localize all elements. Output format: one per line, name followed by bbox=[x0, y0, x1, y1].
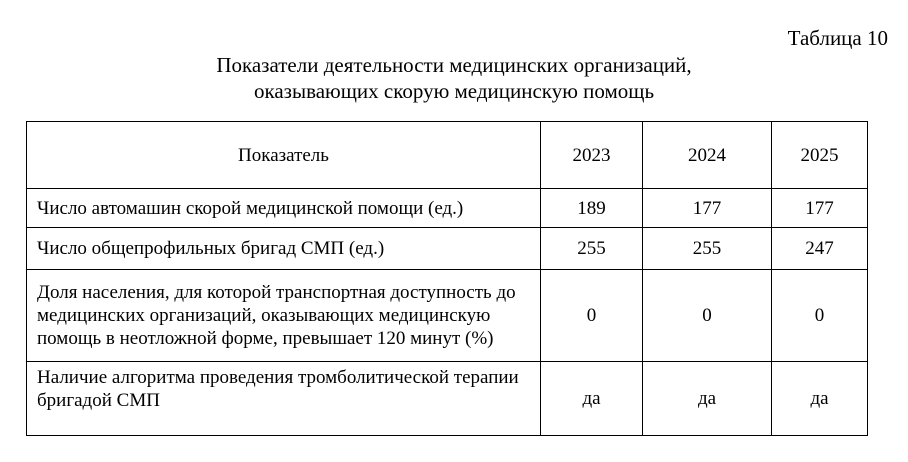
value-cell-2025: 177 bbox=[772, 189, 868, 228]
table-title-line-1: Показатели деятельности медицинских организаций, bbox=[216, 53, 692, 77]
indicator-cell: Наличие алгоритма проведения тромболитической терапии бригадой СМП bbox=[27, 362, 541, 436]
indicator-cell: Число автомашин скорой медицинской помощи (ед.) bbox=[27, 189, 541, 228]
value-cell-2023: 0 bbox=[541, 270, 643, 362]
value-cell-2025: 247 bbox=[772, 228, 868, 270]
value-cell-2024: 0 bbox=[643, 270, 772, 362]
indicator-cell: Доля населения, для которой транспортная доступность до медицинских организаций, оказывающих медицинскую помощь в неотложной форме, превышает 120 минут (%) bbox=[27, 270, 541, 362]
table-row bbox=[27, 362, 868, 436]
table-title-line-2: оказывающих скорую медицинскую помощь bbox=[253, 79, 655, 103]
table-row bbox=[27, 270, 868, 362]
header-indicator: Показатель bbox=[27, 122, 541, 189]
header-year-2023: 2023 bbox=[541, 122, 643, 189]
value-cell-2024: 255 bbox=[643, 228, 772, 270]
value-cell-2024: 177 bbox=[643, 189, 772, 228]
header-year-2024: 2024 bbox=[643, 122, 772, 189]
header-year-2025: 2025 bbox=[772, 122, 868, 189]
table-number: Таблица 10 bbox=[787, 26, 888, 50]
value-cell-2025: 0 bbox=[772, 270, 868, 362]
indicator-cell: Число общепрофильных бригад СМП (ед.) bbox=[27, 228, 541, 270]
table-row bbox=[27, 228, 868, 270]
value-cell-2025: да bbox=[772, 362, 868, 436]
value-cell-2023: 255 bbox=[541, 228, 643, 270]
table-title bbox=[0, 52, 908, 104]
value-cell-2024: да bbox=[643, 362, 772, 436]
value-cell-2023: да bbox=[541, 362, 643, 436]
indicators-table bbox=[26, 121, 868, 436]
table-row bbox=[27, 189, 868, 228]
value-cell-2023: 189 bbox=[541, 189, 643, 228]
table-header-row bbox=[27, 122, 868, 189]
